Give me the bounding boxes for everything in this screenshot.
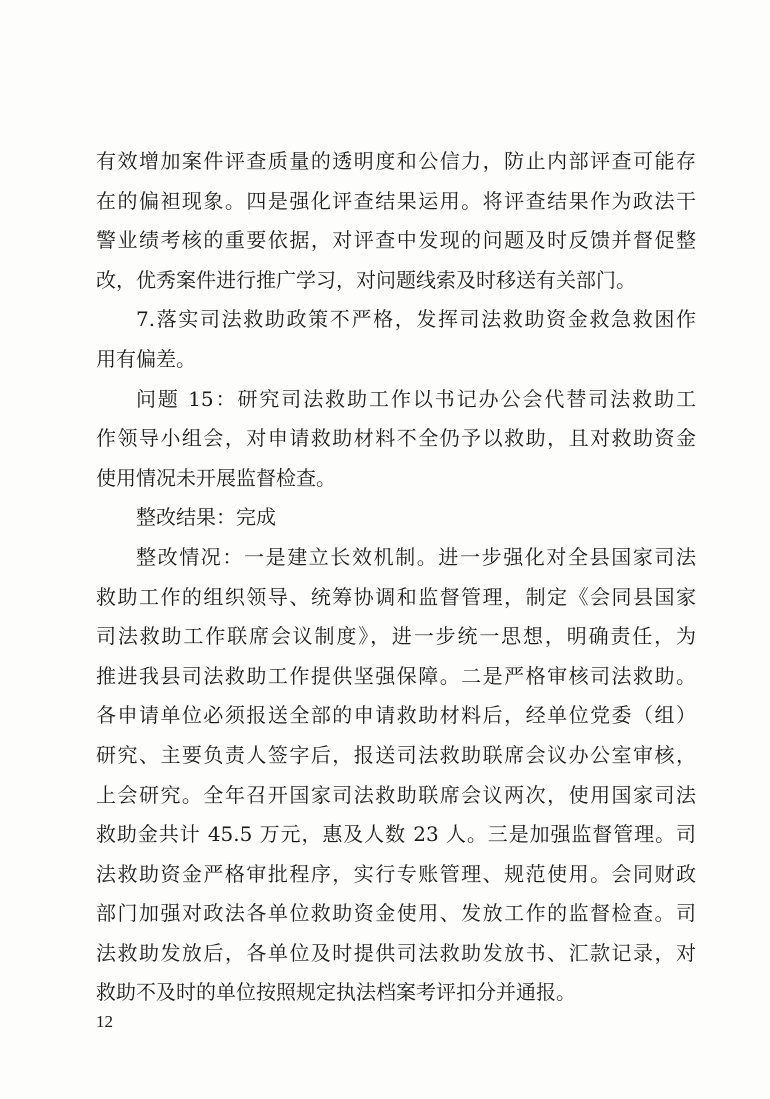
text-line: 有效增加案件评查质量的透明度和公信力，防止内部评查可能存 [96,149,696,173]
text-line: 警业绩考核的重要依据，对评查中发现的问题及时反馈并督促整 [96,228,696,253]
section-heading-line: 7.落实司法救助政策不严格，发挥司法救助资金救急救困作 [136,307,696,332]
text-line: 救助不及时的单位按照规定执法档案考评扣分并通报。 [96,980,576,1005]
text-line: 推进我县司法救助工作提供坚强保障。二是严格审核司法救助。 [96,663,696,688]
text-line: 在的偏袒现象。四是强化评查结果运用。将评查结果作为政法干 [96,188,696,213]
text-line: 救助金共计 45.5 万元，惠及人数 23 人。三是加强监督管理。司 [96,822,696,847]
text-line: 上会研究。全年召开国家司法救助联席会议两次，使用国家司法 [96,782,696,807]
text-line: 整改结果：完成 [136,505,276,530]
section-heading-line: 用有偏差。 [96,346,196,371]
text-line: 使用情况未开展监督检查。 [96,465,336,490]
text-line: 整改情况：一是建立长效机制。进一步强化对全县国家司法 [136,544,696,569]
text-line: 各申请单位必须报送全部的申请救助材料后，经单位党委（组） [96,703,696,728]
text-line: 改，优秀案件进行推广学习，对问题线索及时移送有关部门。 [96,267,636,292]
text-line: 问题 15：研究司法救助工作以书记办公会代替司法救助工 [136,386,696,411]
body-text [96,142,696,1013]
text-line: 司法救助工作联席会议制度》，进一步统一思想，明确责任，为 [96,624,696,649]
text-line: 研究、主要负责人签字后，报送司法救助联席会议办公室审核， [96,742,696,767]
text-line: 法救助资金严格审批程序，实行专账管理、规范使用。会同财政 [96,861,696,886]
page-number: 12 [96,1012,113,1031]
text-line: 部门加强对政法各单位救助资金使用、发放工作的监督检查。司 [96,901,696,926]
text-line: 法救助发放后，各单位及时提供司法救助发放书、汇款记录，对 [96,940,696,965]
text-line: 救助工作的组织领导、统筹协调和监督管理，制定《会同县国家 [96,584,696,609]
text-line: 作领导小组会，对申请救助材料不全仍予以救助，且对救助资金 [96,426,696,451]
